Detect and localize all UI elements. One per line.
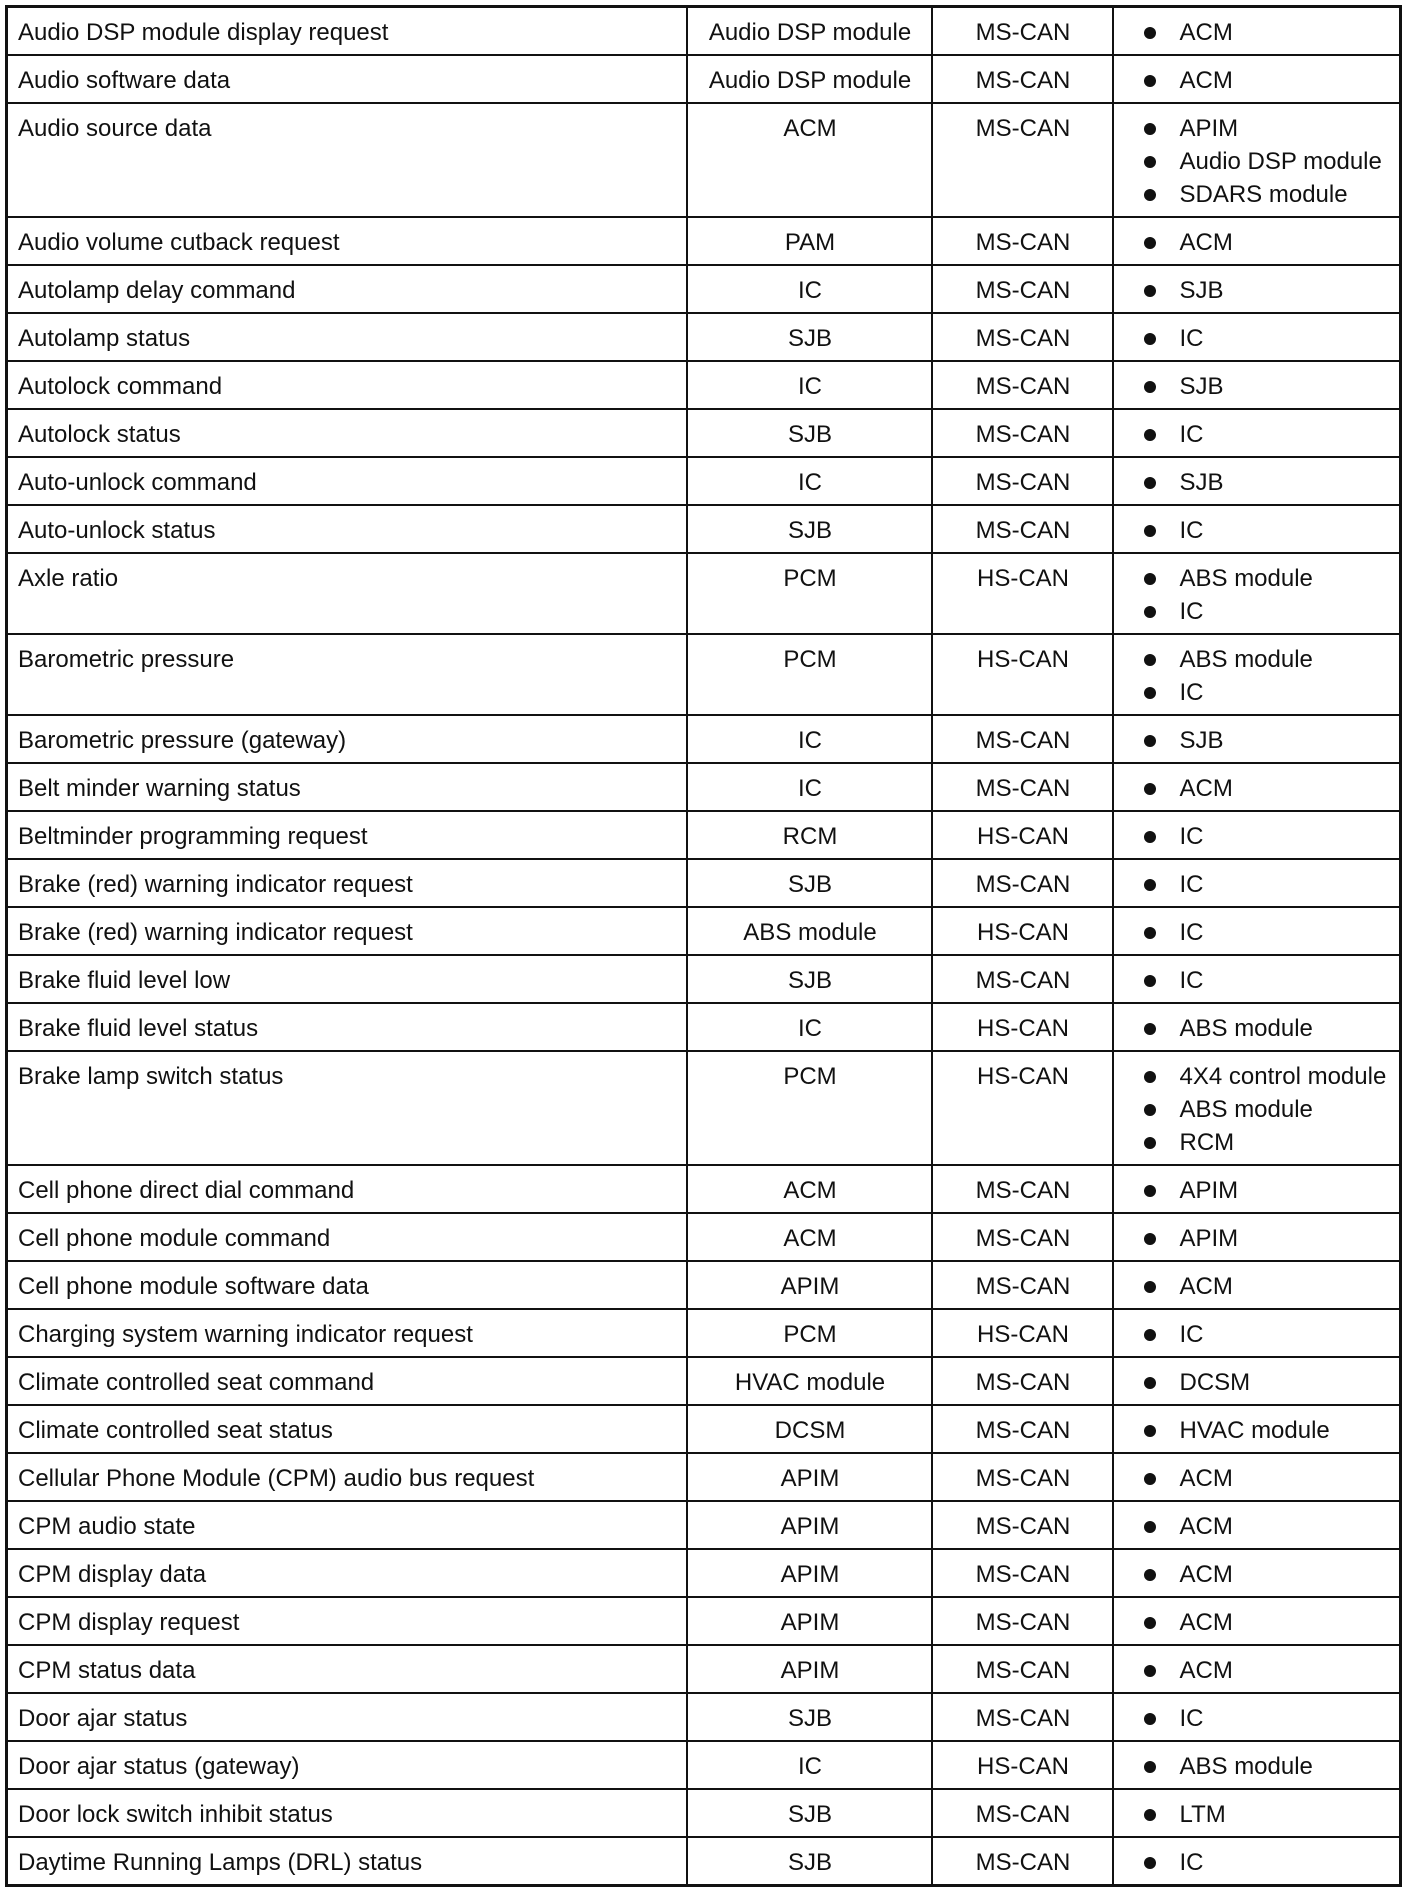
table-row	[7, 763, 1401, 811]
network-cell: MS-CAN	[932, 763, 1113, 811]
originator-cell: IC	[687, 1741, 932, 1789]
receiver-list	[1124, 16, 1392, 49]
receiver-item: Audio DSP module	[1142, 145, 1392, 178]
message-cell: Barometric pressure	[7, 634, 687, 715]
receivers-cell	[1113, 1213, 1401, 1261]
network-cell: HS-CAN	[932, 634, 1113, 715]
originator-cell: SJB	[687, 1789, 932, 1837]
network-cell: MS-CAN	[932, 7, 1113, 56]
originator-cell: PCM	[687, 634, 932, 715]
table-row	[7, 1597, 1401, 1645]
receiver-item: IC	[1142, 916, 1392, 949]
receiver-list	[1124, 1366, 1392, 1399]
receiver-item: ACM	[1142, 1510, 1392, 1543]
message-cell: Audio volume cutback request	[7, 217, 687, 265]
network-cell: MS-CAN	[932, 55, 1113, 103]
network-cell: HS-CAN	[932, 907, 1113, 955]
message-cell: Daytime Running Lamps (DRL) status	[7, 1837, 687, 1886]
message-cell: Cellular Phone Module (CPM) audio bus request	[7, 1453, 687, 1501]
table-row	[7, 634, 1401, 715]
originator-cell: APIM	[687, 1261, 932, 1309]
message-cell: Brake (red) warning indicator request	[7, 859, 687, 907]
originator-cell: ACM	[687, 1165, 932, 1213]
table-row	[7, 217, 1401, 265]
receiver-item: IC	[1142, 676, 1392, 709]
receiver-item: LTM	[1142, 1798, 1392, 1831]
receivers-cell	[1113, 1837, 1401, 1886]
network-message-table	[5, 5, 1402, 1887]
table-row	[7, 715, 1401, 763]
receivers-cell	[1113, 1357, 1401, 1405]
receiver-list	[1124, 1606, 1392, 1639]
table-row	[7, 409, 1401, 457]
originator-cell: PAM	[687, 217, 932, 265]
receiver-list	[1124, 1846, 1392, 1879]
table-row	[7, 1501, 1401, 1549]
network-cell: MS-CAN	[932, 1405, 1113, 1453]
originator-cell: SJB	[687, 955, 932, 1003]
receiver-list	[1124, 64, 1392, 97]
receiver-list	[1124, 1750, 1392, 1783]
receiver-list	[1124, 274, 1392, 307]
receivers-cell	[1113, 1789, 1401, 1837]
receiver-list	[1124, 1558, 1392, 1591]
message-cell: Beltminder programming request	[7, 811, 687, 859]
originator-cell: SJB	[687, 505, 932, 553]
originator-cell: PCM	[687, 553, 932, 634]
receiver-item: HVAC module	[1142, 1414, 1392, 1447]
message-cell: CPM display data	[7, 1549, 687, 1597]
receiver-list	[1124, 1270, 1392, 1303]
receiver-list	[1124, 1060, 1392, 1159]
receiver-list	[1124, 112, 1392, 211]
receiver-list	[1124, 724, 1392, 757]
originator-cell: DCSM	[687, 1405, 932, 1453]
receiver-list	[1124, 1798, 1392, 1831]
message-cell: Brake (red) warning indicator request	[7, 907, 687, 955]
receivers-cell	[1113, 1693, 1401, 1741]
network-cell: MS-CAN	[932, 103, 1113, 217]
receiver-item: ABS module	[1142, 643, 1392, 676]
receiver-list	[1124, 1510, 1392, 1543]
table-body	[7, 7, 1401, 1886]
network-cell: MS-CAN	[932, 1549, 1113, 1597]
receiver-item: SJB	[1142, 724, 1392, 757]
table-row	[7, 1837, 1401, 1886]
receiver-list	[1124, 226, 1392, 259]
receivers-cell	[1113, 1501, 1401, 1549]
message-cell: Autolamp status	[7, 313, 687, 361]
originator-cell: IC	[687, 361, 932, 409]
receiver-list	[1124, 820, 1392, 853]
table-row	[7, 103, 1401, 217]
receiver-item: APIM	[1142, 1222, 1392, 1255]
receivers-cell	[1113, 1645, 1401, 1693]
originator-cell: PCM	[687, 1309, 932, 1357]
receiver-list	[1124, 964, 1392, 997]
originator-cell: ACM	[687, 103, 932, 217]
receiver-item: ACM	[1142, 16, 1392, 49]
table-row	[7, 7, 1401, 56]
network-cell: HS-CAN	[932, 553, 1113, 634]
originator-cell: ACM	[687, 1213, 932, 1261]
network-cell: MS-CAN	[932, 409, 1113, 457]
originator-cell: SJB	[687, 409, 932, 457]
message-cell: Autolamp delay command	[7, 265, 687, 313]
network-cell: MS-CAN	[932, 265, 1113, 313]
message-cell: Brake fluid level status	[7, 1003, 687, 1051]
table-row	[7, 313, 1401, 361]
receiver-list	[1124, 466, 1392, 499]
receivers-cell	[1113, 457, 1401, 505]
table-row	[7, 1789, 1401, 1837]
receiver-list	[1124, 1414, 1392, 1447]
network-cell: MS-CAN	[932, 1213, 1113, 1261]
receiver-item: SJB	[1142, 466, 1392, 499]
network-cell: MS-CAN	[932, 1261, 1113, 1309]
network-cell: MS-CAN	[932, 1165, 1113, 1213]
network-cell: MS-CAN	[932, 955, 1113, 1003]
network-cell: HS-CAN	[932, 1051, 1113, 1165]
receiver-item: ACM	[1142, 772, 1392, 805]
originator-cell: SJB	[687, 1693, 932, 1741]
receiver-list	[1124, 772, 1392, 805]
originator-cell: APIM	[687, 1645, 932, 1693]
receiver-list	[1124, 1012, 1392, 1045]
receiver-item: ABS module	[1142, 1750, 1392, 1783]
message-cell: Climate controlled seat command	[7, 1357, 687, 1405]
receivers-cell	[1113, 217, 1401, 265]
message-cell: Cell phone module software data	[7, 1261, 687, 1309]
receiver-item: IC	[1142, 964, 1392, 997]
table-row	[7, 811, 1401, 859]
network-cell: HS-CAN	[932, 1309, 1113, 1357]
table-row	[7, 361, 1401, 409]
receivers-cell	[1113, 265, 1401, 313]
originator-cell: IC	[687, 1003, 932, 1051]
message-cell: Brake fluid level low	[7, 955, 687, 1003]
network-cell: MS-CAN	[932, 1453, 1113, 1501]
network-cell: MS-CAN	[932, 1693, 1113, 1741]
originator-cell: APIM	[687, 1501, 932, 1549]
table-row	[7, 1003, 1401, 1051]
table-row	[7, 457, 1401, 505]
message-cell: Autolock status	[7, 409, 687, 457]
network-cell: HS-CAN	[932, 811, 1113, 859]
receiver-item: IC	[1142, 595, 1392, 628]
network-cell: HS-CAN	[932, 1003, 1113, 1051]
originator-cell: APIM	[687, 1597, 932, 1645]
originator-cell: SJB	[687, 313, 932, 361]
receiver-item: ACM	[1142, 1270, 1392, 1303]
receiver-item: ACM	[1142, 1606, 1392, 1639]
message-cell: Autolock command	[7, 361, 687, 409]
table-row	[7, 1213, 1401, 1261]
receiver-item: ACM	[1142, 226, 1392, 259]
table-row	[7, 1261, 1401, 1309]
message-cell: Auto-unlock status	[7, 505, 687, 553]
receiver-list	[1124, 868, 1392, 901]
originator-cell: RCM	[687, 811, 932, 859]
table-row	[7, 1357, 1401, 1405]
receivers-cell	[1113, 1003, 1401, 1051]
network-cell: MS-CAN	[932, 1789, 1113, 1837]
message-table-container	[5, 5, 1402, 1887]
message-cell: Charging system warning indicator request	[7, 1309, 687, 1357]
network-cell: MS-CAN	[932, 457, 1113, 505]
receiver-list	[1124, 1702, 1392, 1735]
receiver-item: SDARS module	[1142, 178, 1392, 211]
receiver-item: SJB	[1142, 370, 1392, 403]
originator-cell: PCM	[687, 1051, 932, 1165]
table-row	[7, 907, 1401, 955]
originator-cell: APIM	[687, 1549, 932, 1597]
table-row	[7, 1645, 1401, 1693]
receiver-item: RCM	[1142, 1126, 1392, 1159]
receivers-cell	[1113, 955, 1401, 1003]
network-cell: MS-CAN	[932, 1357, 1113, 1405]
receivers-cell	[1113, 763, 1401, 811]
message-cell: Barometric pressure (gateway)	[7, 715, 687, 763]
receivers-cell	[1113, 1309, 1401, 1357]
receiver-item: IC	[1142, 1846, 1392, 1879]
receiver-list	[1124, 370, 1392, 403]
receiver-item: ABS module	[1142, 1093, 1392, 1126]
network-cell: MS-CAN	[932, 859, 1113, 907]
receiver-item: IC	[1142, 820, 1392, 853]
table-row	[7, 1051, 1401, 1165]
receiver-list	[1124, 322, 1392, 355]
receiver-item: IC	[1142, 322, 1392, 355]
receiver-item: ACM	[1142, 1558, 1392, 1591]
message-cell: CPM audio state	[7, 1501, 687, 1549]
receiver-list	[1124, 562, 1392, 628]
receiver-item: IC	[1142, 1702, 1392, 1735]
receivers-cell	[1113, 1405, 1401, 1453]
message-cell: Auto-unlock command	[7, 457, 687, 505]
receiver-list	[1124, 1222, 1392, 1255]
receivers-cell	[1113, 553, 1401, 634]
network-cell: MS-CAN	[932, 217, 1113, 265]
receiver-item: APIM	[1142, 1174, 1392, 1207]
receivers-cell	[1113, 634, 1401, 715]
receiver-list	[1124, 1174, 1392, 1207]
table-row	[7, 1165, 1401, 1213]
originator-cell: Audio DSP module	[687, 7, 932, 56]
table-row	[7, 265, 1401, 313]
network-cell: MS-CAN	[932, 505, 1113, 553]
message-cell: Door lock switch inhibit status	[7, 1789, 687, 1837]
originator-cell: IC	[687, 715, 932, 763]
receivers-cell	[1113, 103, 1401, 217]
receivers-cell	[1113, 1549, 1401, 1597]
message-cell: Climate controlled seat status	[7, 1405, 687, 1453]
network-cell: MS-CAN	[932, 1501, 1113, 1549]
receivers-cell	[1113, 1165, 1401, 1213]
receivers-cell	[1113, 1261, 1401, 1309]
network-cell: MS-CAN	[932, 1837, 1113, 1886]
table-row	[7, 1405, 1401, 1453]
originator-cell: SJB	[687, 1837, 932, 1886]
receiver-item: ACM	[1142, 64, 1392, 97]
message-cell: Audio source data	[7, 103, 687, 217]
receivers-cell	[1113, 859, 1401, 907]
table-row	[7, 55, 1401, 103]
table-row	[7, 955, 1401, 1003]
network-cell: MS-CAN	[932, 361, 1113, 409]
receiver-list	[1124, 514, 1392, 547]
receiver-list	[1124, 1462, 1392, 1495]
message-cell: Cell phone module command	[7, 1213, 687, 1261]
originator-cell: Audio DSP module	[687, 55, 932, 103]
receiver-item: ACM	[1142, 1654, 1392, 1687]
receiver-item: IC	[1142, 1318, 1392, 1351]
receiver-item: ABS module	[1142, 562, 1392, 595]
receivers-cell	[1113, 361, 1401, 409]
receiver-item: 4X4 control module	[1142, 1060, 1392, 1093]
table-row	[7, 859, 1401, 907]
receiver-list	[1124, 1654, 1392, 1687]
receiver-item: ACM	[1142, 1462, 1392, 1495]
receivers-cell	[1113, 907, 1401, 955]
receivers-cell	[1113, 1741, 1401, 1789]
originator-cell: IC	[687, 457, 932, 505]
originator-cell: HVAC module	[687, 1357, 932, 1405]
receivers-cell	[1113, 313, 1401, 361]
message-cell: Belt minder warning status	[7, 763, 687, 811]
network-cell: HS-CAN	[932, 1741, 1113, 1789]
table-row	[7, 1453, 1401, 1501]
receivers-cell	[1113, 1051, 1401, 1165]
receiver-item: APIM	[1142, 112, 1392, 145]
receiver-item: SJB	[1142, 274, 1392, 307]
receiver-list	[1124, 643, 1392, 709]
receivers-cell	[1113, 811, 1401, 859]
originator-cell: IC	[687, 763, 932, 811]
receivers-cell	[1113, 505, 1401, 553]
network-cell: MS-CAN	[932, 1645, 1113, 1693]
receivers-cell	[1113, 409, 1401, 457]
network-cell: MS-CAN	[932, 313, 1113, 361]
message-cell: Door ajar status	[7, 1693, 687, 1741]
receivers-cell	[1113, 55, 1401, 103]
receiver-item: IC	[1142, 514, 1392, 547]
table-row	[7, 505, 1401, 553]
receiver-item: DCSM	[1142, 1366, 1392, 1399]
message-cell: Brake lamp switch status	[7, 1051, 687, 1165]
receiver-item: IC	[1142, 868, 1392, 901]
receiver-list	[1124, 1318, 1392, 1351]
table-row	[7, 1693, 1401, 1741]
message-cell: CPM display request	[7, 1597, 687, 1645]
network-cell: MS-CAN	[932, 715, 1113, 763]
table-row	[7, 553, 1401, 634]
message-cell: Audio software data	[7, 55, 687, 103]
table-row	[7, 1741, 1401, 1789]
message-cell: Audio DSP module display request	[7, 7, 687, 56]
message-cell: Door ajar status (gateway)	[7, 1741, 687, 1789]
originator-cell: ABS module	[687, 907, 932, 955]
receiver-list	[1124, 418, 1392, 451]
originator-cell: APIM	[687, 1453, 932, 1501]
message-cell: Axle ratio	[7, 553, 687, 634]
network-cell: MS-CAN	[932, 1597, 1113, 1645]
table-row	[7, 1309, 1401, 1357]
receivers-cell	[1113, 7, 1401, 56]
message-cell: CPM status data	[7, 1645, 687, 1693]
receivers-cell	[1113, 1453, 1401, 1501]
table-row	[7, 1549, 1401, 1597]
receiver-item: ABS module	[1142, 1012, 1392, 1045]
originator-cell: IC	[687, 265, 932, 313]
receiver-list	[1124, 916, 1392, 949]
message-cell: Cell phone direct dial command	[7, 1165, 687, 1213]
receivers-cell	[1113, 715, 1401, 763]
receiver-item: IC	[1142, 418, 1392, 451]
receivers-cell	[1113, 1597, 1401, 1645]
originator-cell: SJB	[687, 859, 932, 907]
